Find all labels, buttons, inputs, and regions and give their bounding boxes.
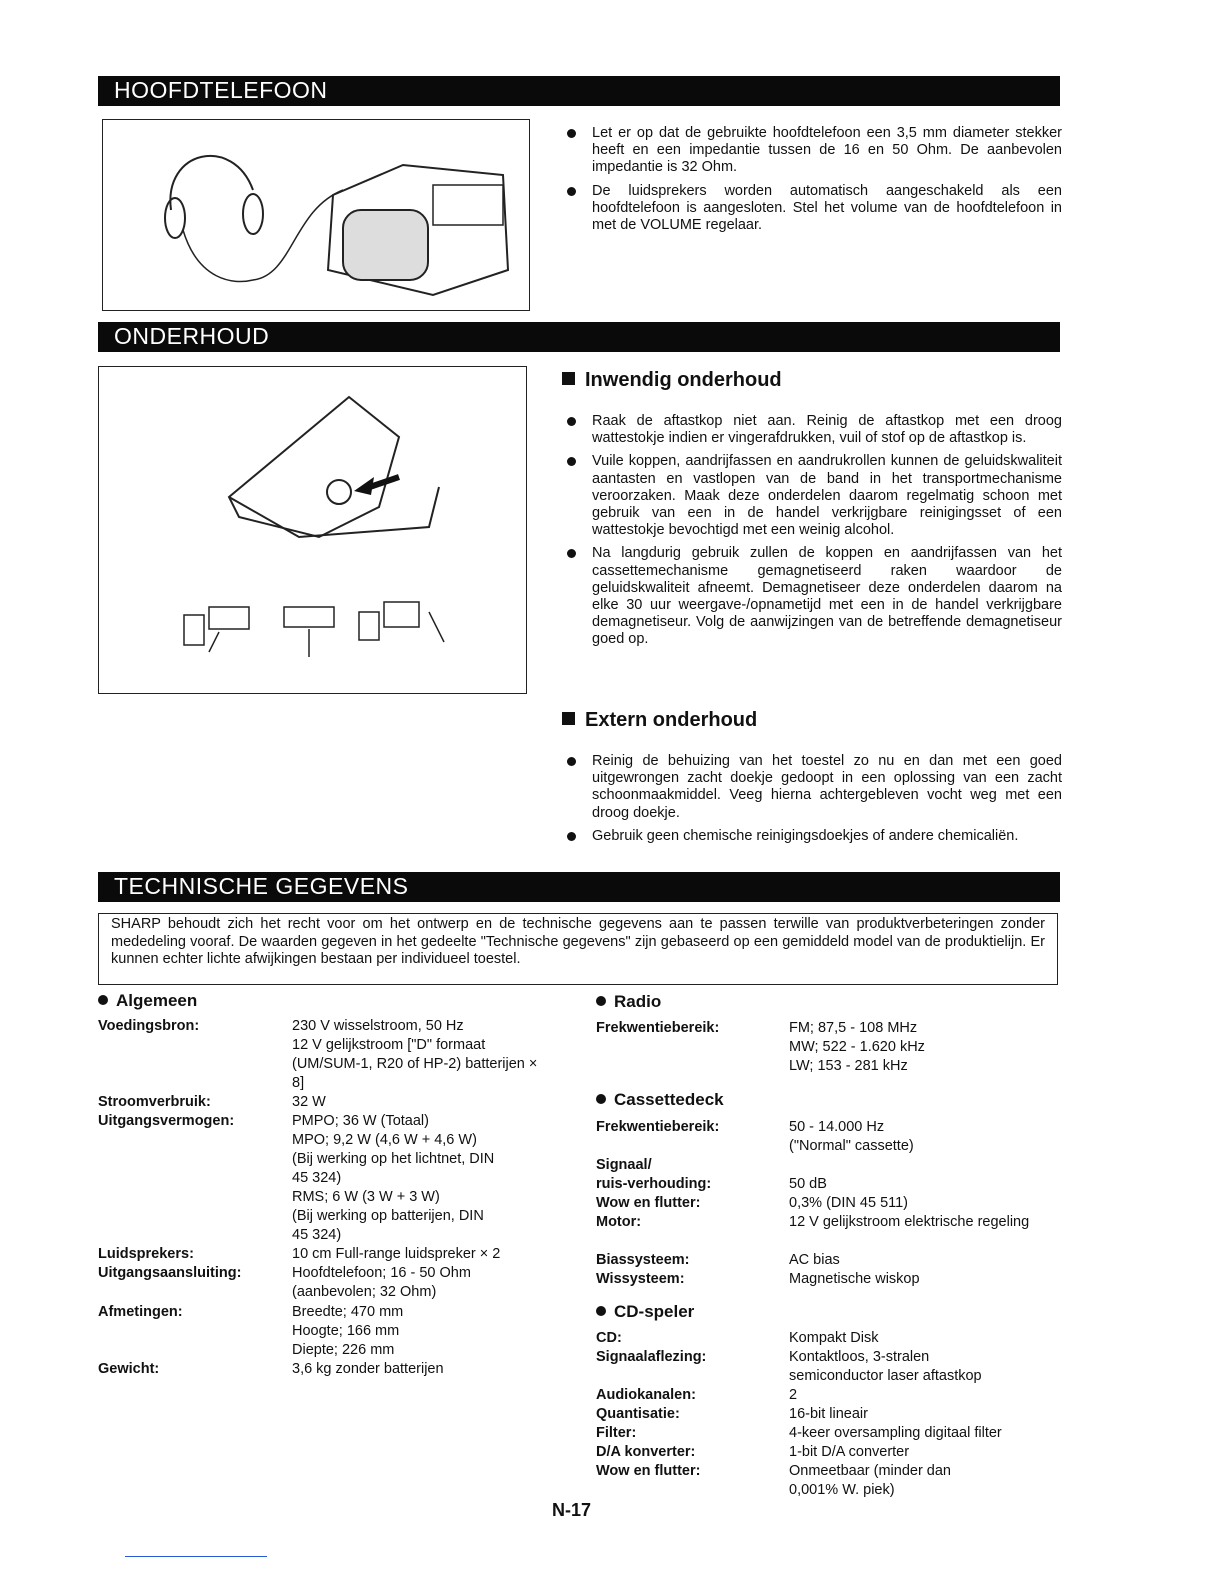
spec-label: Wow en flutter: [596, 1463, 701, 1479]
spec-value: FM; 87,5 - 108 MHz MW; 522 - 1.620 kHz LW; 153 - 281 kHz [789, 1020, 925, 1074]
external-bullet-2: Gebruik geen chemische reinigingsdoekjes of andere chemicaliën. [560, 828, 1062, 845]
spec-heading-cassette: Cassettedeck [596, 1090, 724, 1110]
section-title-maintenance: ONDERHOUD [114, 323, 270, 349]
spec-value: 0,3% (DIN 45 511) [789, 1195, 909, 1211]
spec-value: Kontaktloos, 3-stralen semiconductor laser aftastkop [789, 1349, 982, 1384]
spec-label: Uitgangsaansluiting: [98, 1265, 242, 1281]
headphones-bullet-1: Let er op dat de gebruikte hoofdtelefoon een 3,5 mm diameter stekker heeft en een impedantie tussen de 16 en 50 Ohm. De aanbevolen impedantie is 32 Ohm. [560, 125, 1062, 177]
spec-label: Quantisatie: [596, 1406, 680, 1422]
spec-label: Gewicht: [98, 1361, 160, 1377]
spec-label: Biassysteem: [596, 1252, 690, 1268]
spec-label: Uitgangsvermogen: [98, 1113, 235, 1129]
cassette-mechanism-drawing [99, 367, 526, 693]
internal-bullet-2: Vuile koppen, aandrijfassen en aandrukrollen kunnen de geluidskwaliteit aantasten en vastlopen van de band in het transportmechanisme veroorzaken. Maak deze onderdelen daarom regelmatig schoon met gebruik van een in de handel verkrijgbare reinigingsset of een wattestokje bevochtigd met een weinig alcohol. [560, 453, 1062, 539]
internal-bullet-3: Na langdurig gebruik zullen de koppen en aandrijfassen van het cassettemechanisme gemagnetiseerd raken waardoor de geluidskwaliteit afneemt. Demagnetiseer deze onderdelen daarom na elke 30 uur weergave-/opnametijd met een in de handel verkrijgbare demagnetiseur. Volg de aanwijzingen van de betreffende demagnetiseur goed op. [560, 545, 1062, 648]
spec-label: Signaalaflezing: [596, 1349, 707, 1365]
footer-rule [125, 1556, 267, 1557]
headphones-drawing [103, 120, 529, 310]
spec-label: Afmetingen: [98, 1304, 183, 1320]
section-bar-maintenance [98, 322, 1060, 352]
spec-label: D/A konverter: [596, 1444, 696, 1460]
specs-notice: SHARP behoudt zich het recht voor om het ontwerp en de technische gegevens aan te passen terwille van produktverbeteringen zonder mededeling vooraf. De waarden gegeven in het gedeelte "Technische gegevens" zijn gebaseerd op een gemiddeld model van de produktielijn. Er kunnen echter lichte afwijkingen bestaan per individueel toestel. [98, 913, 1058, 985]
section-title-headphones: HOOFDTELEFOON [114, 77, 328, 103]
spec-value: 230 V wisselstroom, 50 Hz 12 V gelijkstroom ["D" formaat (UM/SUM-1, R20 of HP-2) batterijen × 8] [292, 1018, 538, 1091]
spec-value: PMPO; 36 W (Totaal) MPO; 9,2 W (4,6 W + 4,6 W) (Bij werking op het lichtnet, DIN 45 324) RMS; 6 W (3 W + 3 W) (Bij werking op batterijen, DIN 45 324) [292, 1113, 495, 1243]
external-maintenance-heading: Extern onderhoud [562, 709, 757, 732]
spec-label: Signaal/ ruis-verhouding: [596, 1157, 712, 1192]
spec-value: 4-keer oversampling digitaal filter [789, 1425, 1002, 1441]
spec-value: Hoofdtelefoon; 16 - 50 Ohm (aanbevolen; 32 Ohm) [292, 1265, 471, 1300]
spec-heading-general: Algemeen [98, 991, 197, 1011]
internal-bullet-1: Raak de aftastkop niet aan. Reinig de aftastkop met een droog wattestokje indien er vingerafdrukken, vuil of stof op de aftastkop is. [560, 413, 1062, 447]
spec-value: 2 [789, 1387, 798, 1403]
spec-label: Wow en flutter: [596, 1195, 701, 1211]
spec-value: Magnetische wiskop [789, 1271, 920, 1287]
spec-value: 50 dB [789, 1176, 827, 1192]
spec-label: Filter: [596, 1425, 637, 1441]
spec-label: Voedingsbron: [98, 1018, 200, 1034]
spec-label: Luidsprekers: [98, 1246, 194, 1262]
section-bar-specs [98, 872, 1060, 902]
spec-label: Frekwentiebereik: [596, 1119, 720, 1135]
page-number: N-17 [552, 1500, 592, 1520]
spec-label: Wissysteem: [596, 1271, 685, 1287]
spec-label: Stroomverbruik: [98, 1094, 211, 1110]
spec-label: Audiokanalen: [596, 1387, 696, 1403]
spec-value: 1-bit D/A converter [789, 1444, 910, 1460]
maintenance-illustration [98, 366, 527, 694]
spec-value: 16-bit lineair [789, 1406, 868, 1422]
spec-value: 32 W [292, 1094, 326, 1110]
spec-value: Onmeetbaar (minder dan 0,001% W. piek) [789, 1463, 951, 1498]
internal-maintenance-heading: Inwendig onderhoud [562, 369, 782, 392]
external-maintenance-bullets [560, 753, 1062, 851]
spec-value: Breedte; 470 mm Hoogte; 166 mm Diepte; 226 mm [292, 1304, 404, 1358]
spec-value: AC bias [789, 1252, 840, 1268]
spec-label: CD: [596, 1330, 622, 1346]
spec-value: 3,6 kg zonder batterijen [292, 1361, 444, 1377]
spec-label: Frekwentiebereik: [596, 1020, 720, 1036]
spec-value: 12 V gelijkstroom elektrische regeling [789, 1214, 1030, 1230]
spec-label: Motor: [596, 1214, 642, 1230]
section-title-specs: TECHNISCHE GEGEVENS [114, 873, 409, 899]
spec-heading-radio: Radio [596, 992, 661, 1012]
headphones-bullets [560, 125, 1062, 240]
headphones-bullet-2: De luidsprekers worden automatisch aangeschakeld als een hoofdtelefoon is aangesloten. Stel het volume van de hoofdtelefoon in met de VOLUME regelaar. [560, 183, 1062, 235]
headphones-illustration [102, 119, 530, 311]
spec-value: 10 cm Full-range luidspreker × 2 [292, 1246, 501, 1262]
spec-value: Kompakt Disk [789, 1330, 879, 1346]
spec-value: 50 - 14.000 Hz ("Normal" cassette) [789, 1119, 914, 1154]
spec-heading-cd: CD-speler [596, 1302, 694, 1322]
internal-maintenance-bullets [560, 413, 1062, 655]
section-bar-headphones [98, 76, 1060, 106]
external-bullet-1: Reinig de behuizing van het toestel zo nu en dan met een goed uitgewrongen zacht doekje gedoopt in een oplossing van een zacht schoonmaakmiddel. Veeg hierna achtergebleven vocht weg met een droog doekje. [560, 753, 1062, 822]
